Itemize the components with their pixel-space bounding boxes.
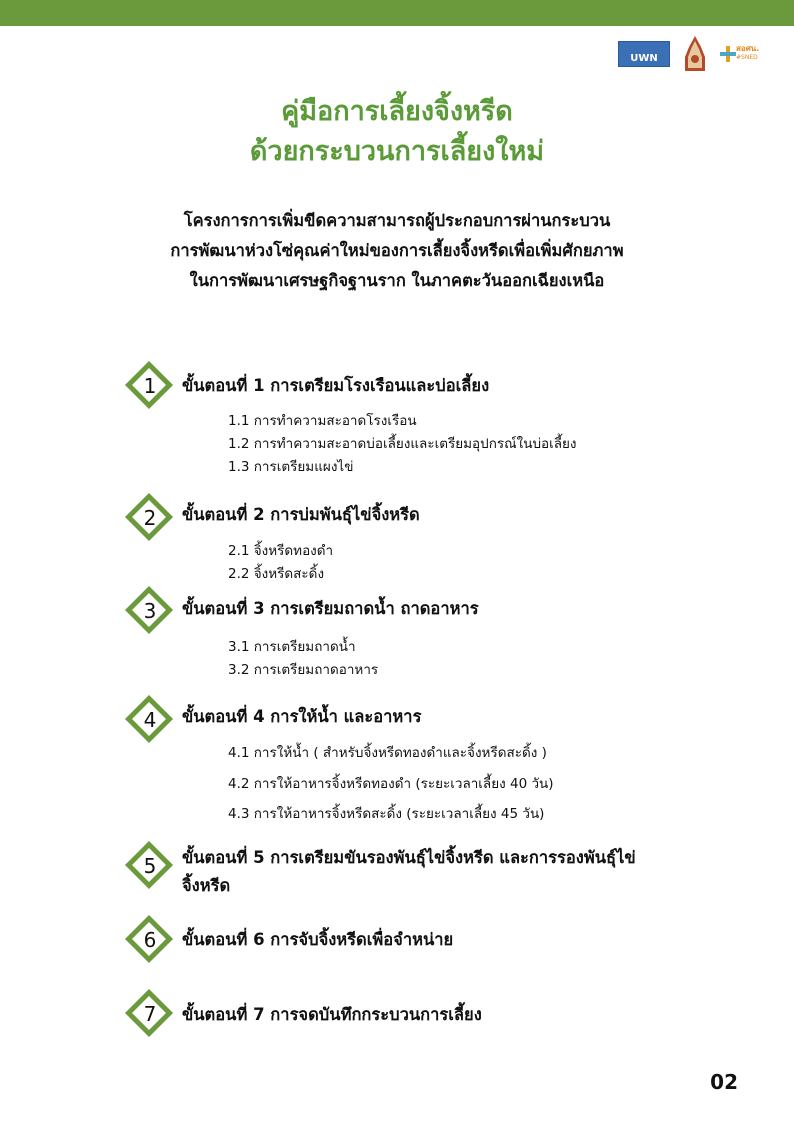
step-1-title: ขั้นตอนที่ 1 การเตรียมโรงเรือนและบ่อเลี้ยง — [182, 376, 490, 395]
step-2-title: ขั้นตอนที่ 2 การบ่มพันธุ์ไข่จิ้งหรีด — [182, 505, 420, 524]
step-4-item-3: 4.3 การให้อาหารจิ้งหรีดสะดิ้ง (ระยะเวลาเลี้ยง 45 วัน) — [228, 806, 545, 822]
step-4-number: 4 — [143, 708, 157, 732]
step-4-title: ขั้นตอนที่ 4 การให้น้ำ และอาหาร — [182, 707, 422, 726]
step-4-item-2: 4.2 การให้อาหารจิ้งหรีดทองดำ (ระยะเวลาเลี้ยง 40 วัน) — [228, 776, 554, 792]
step-2-item-2: 2.2 จิ้งหรีดสะดิ้ง — [228, 566, 325, 582]
step-2-number: 2 — [143, 506, 157, 530]
subtitle-line-2: การพัฒนาห่วงโซ่คุณค่าใหม่ของการเลี้ยงจิ้งหรีดเพื่อเพิ่มศักยภาพ — [170, 241, 624, 260]
step-6-number: 6 — [143, 928, 157, 952]
plus-mark-icon — [720, 46, 736, 62]
step-4-item-1: 4.1 การให้น้ำ ( สำหรับจิ้งหรีดทองดำและจิ้งหรีดสะดิ้ง ) — [228, 745, 547, 761]
project-subtitle — [60, 206, 734, 296]
snced-logo-en: #SNED — [736, 54, 758, 61]
page-number: 02 — [710, 1070, 738, 1094]
step-7-title: ขั้นตอนที่ 7 การจดบันทึกกระบวนการเลี้ยง — [182, 1005, 482, 1024]
step-5-title-line-1: ขั้นตอนที่ 5 การเตรียมขันรองพันธุ์ไข่จิ้งหรีด และการรองพันธุ์ไข่ — [182, 848, 636, 867]
step-1-item-1: 1.1 การทำความสะอาดโรงเรือน — [228, 413, 417, 429]
top-green-bar — [0, 0, 794, 26]
step-1-item-3: 1.3 การเตรียมแผงไข่ — [228, 459, 354, 475]
step-6-diamond-icon — [124, 914, 176, 966]
step-3-title: ขั้นตอนที่ 3 การเตรียมถาดน้ำ ถาดอาหาร — [182, 599, 479, 618]
step-1-diamond-icon — [124, 360, 176, 412]
step-7-number: 7 — [143, 1002, 157, 1026]
uwn-logo-text: UWN — [630, 53, 658, 64]
step-5-diamond-icon — [124, 840, 176, 892]
uwn-logo — [618, 41, 670, 67]
step-2-item-1: 2.1 จิ้งหรีดทองดำ — [228, 543, 334, 559]
title-line-2: ด้วยกระบวนการเลี้ยงใหม่ — [249, 136, 545, 167]
step-5-title — [182, 844, 752, 900]
title-line-1: คู่มือการเลี้ยงจิ้งหรีด — [281, 96, 513, 127]
step-3-number: 3 — [143, 599, 157, 623]
step-4-diamond-icon — [124, 694, 176, 746]
step-6-title: ขั้นตอนที่ 6 การจับจิ้งหรีดเพื่อจำหน่าย — [182, 930, 454, 949]
step-1-item-2: 1.2 การทำความสะอาดบ่อเลี้ยงและเตรียมอุปกรณ์ในบ่อเลี้ยง — [228, 436, 577, 452]
university-seal-logo — [682, 35, 708, 73]
snced-logo-thai: สอศน. — [736, 44, 760, 53]
step-3-item-2: 3.2 การเตรียมถาดอาหาร — [228, 662, 379, 678]
subtitle-line-3: ในการพัฒนาเศรษฐกิจฐานราก ในภาคตะวันออกเฉียงเหนือ — [189, 271, 605, 290]
logo-group — [618, 34, 762, 74]
step-3-diamond-icon — [124, 585, 176, 637]
step-1-number: 1 — [143, 374, 157, 398]
document-title — [0, 92, 794, 172]
step-7-diamond-icon — [124, 988, 176, 1040]
step-5-number: 5 — [143, 854, 157, 878]
snced-logo — [720, 39, 762, 69]
subtitle-line-1: โครงการการเพิ่มขีดความสามารถผู้ประกอบการผ่านกระบวน — [183, 211, 611, 230]
step-5-title-line-2: จิ้งหรีด — [182, 876, 231, 895]
step-2-diamond-icon — [124, 492, 176, 544]
step-3-item-1: 3.1 การเตรียมถาดน้ำ — [228, 639, 356, 655]
